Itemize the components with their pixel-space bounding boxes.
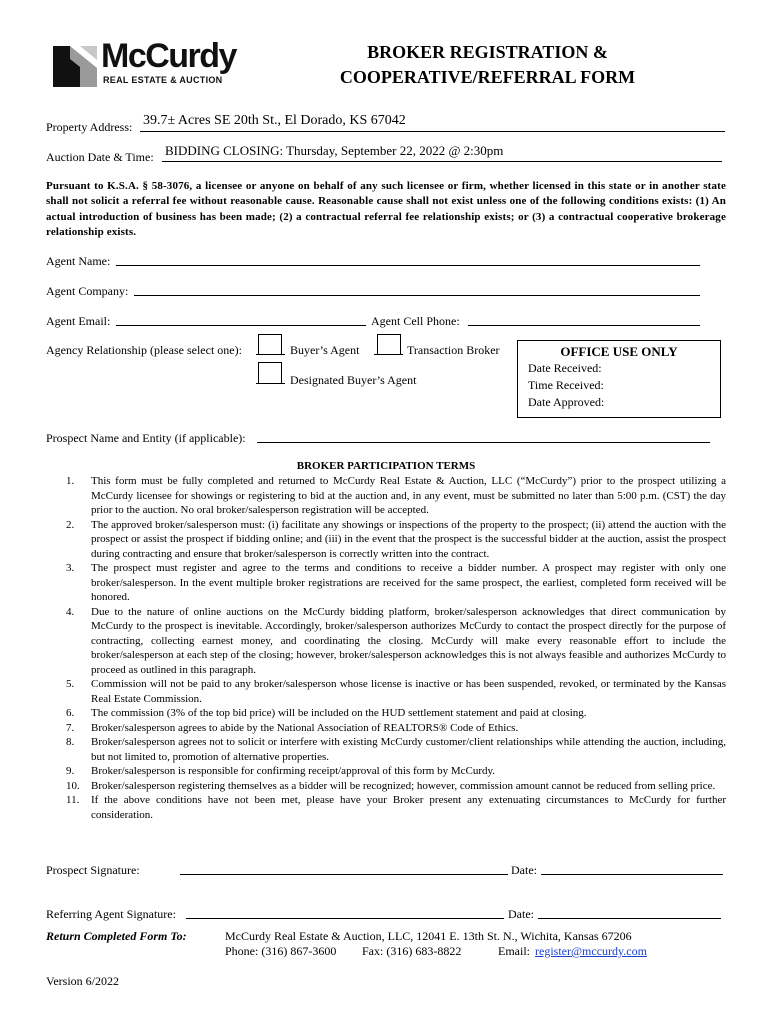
- version-label: Version 6/2022: [46, 974, 119, 988]
- list-item: 7. Broker/salesperson agrees to abide by the National Association of REALTORS® Code of Ethics.: [66, 721, 519, 734]
- agent-company-label: Agent Company:: [46, 284, 129, 298]
- agent-name-field[interactable]: [116, 265, 700, 266]
- list-item: 10. Broker/salesperson registering themselves as a bidder will be recognized; however, commission amount cannot be reduced from selling price.: [66, 779, 716, 792]
- terms-heading: BROKER PARTICIPATION TERMS: [296, 460, 476, 472]
- time-received-label: Time Received:: [528, 378, 604, 392]
- buyers-agent-label: Buyer’s Agent: [290, 343, 360, 357]
- mccurdy-logo: [53, 37, 248, 87]
- prospect-date-label: Date:: [511, 863, 537, 877]
- return-email-link[interactable]: register@mccurdy.com: [535, 944, 647, 958]
- property-address-line: [140, 131, 725, 132]
- prospect-date-field[interactable]: [541, 874, 723, 875]
- agent-email-field[interactable]: [116, 325, 366, 326]
- terms-list: [46, 474, 726, 822]
- office-use-title: OFFICE USE ONLY: [560, 344, 678, 359]
- prospect-signature-field[interactable]: [180, 874, 508, 875]
- form-title-line-2: COOPERATIVE/REFERRAL FORM: [339, 67, 636, 87]
- list-item: 8. Broker/salesperson agrees not to solicit or interfere with existing McCurdy customer/client relationships while attending the auction, including, but not limited to, promotion of alternative properties.: [66, 736, 726, 763]
- designated-buyers-agent-checkbox-line: [256, 383, 285, 384]
- date-received-label: Date Received:: [528, 361, 602, 375]
- buyers-agent-checkbox-line: [256, 354, 285, 355]
- buyers-agent-checkbox[interactable]: [258, 334, 282, 355]
- transaction-broker-checkbox[interactable]: [377, 334, 401, 355]
- agency-relationship-label: Agency Relationship (please select one):: [46, 343, 242, 357]
- date-approved-label: Date Approved:: [528, 395, 605, 409]
- prospect-name-label: Prospect Name and Entity (if applicable):: [46, 431, 246, 445]
- statute-paragraph: Pursuant to K.S.A. § 58-3076, a licensee or anyone on behalf of any such licensee or firm, whether licensed in this state or in another state shall not solicit a referral fee without reasonable cause. Reasonable cause shall not exist unless one of the following conditions exists: (1) An actual introduction of business has been made; (2) a contractual referral fee relationship exists; or (3) a contractual cooperative brokerage relationship exists.: [46, 180, 726, 239]
- referring-agent-signature-label: Referring Agent Signature:: [46, 907, 176, 921]
- list-item: 4. Due to the nature of online auctions on the McCurdy bidding platform, broker/salesperson acknowledges that direct communication by McCurdy to the prospect is inevitable. Accordingly, broker/salesperson authorizes McCurdy to contact the prospect directly for the purpose of contracting, collecting earnest money, and coordinating the closing. McCurdy will make every reasonable effort to include the broker/salesperson at each step of the closing; however, broker/salesperson acknowledges this is not always feasible and authorizes McCurdy to proceed as outlined in this paragraph.: [66, 605, 726, 676]
- auction-date-line: [162, 161, 722, 162]
- office-use-box: [517, 340, 721, 418]
- logo-mark-icon: [53, 43, 97, 87]
- auction-date-value[interactable]: BIDDING CLOSING: Thursday, September 22, 2022 @ 2:30pm: [165, 143, 504, 158]
- form-title-line-1: BROKER REGISTRATION &: [367, 42, 608, 62]
- agent-company-field[interactable]: [134, 295, 700, 296]
- return-fax: Fax: (316) 683-8822: [362, 944, 462, 958]
- referring-agent-date-label: Date:: [508, 907, 534, 921]
- return-label: Return Completed Form To:: [46, 929, 187, 943]
- agent-name-label: Agent Name:: [46, 254, 111, 268]
- property-address-label: Property Address:: [46, 120, 133, 134]
- form-title: [250, 40, 725, 90]
- transaction-broker-label: Transaction Broker: [407, 343, 500, 357]
- prospect-signature-label: Prospect Signature:: [46, 863, 140, 877]
- list-item: 11. If the above conditions have not been met, please have your Broker present any extenuating circumstances to McCurdy for further consideration.: [66, 794, 726, 821]
- agent-cell-label: Agent Cell Phone:: [371, 314, 460, 328]
- list-item: 6. The commission (3% of the top bid price) will be included on the HUD settlement statement and paid at closing.: [66, 707, 587, 719]
- list-item: 5. Commission will not be paid to any broker/salesperson whose license is inactive or has been suspended, revoked, or terminated by the Kansas Real Estate Commission.: [66, 678, 726, 705]
- list-item: 3. The prospect must register and agree to the terms and conditions to receive a bidder number. A prospect may register with only one broker/salesperson. In the event multiple broker registrations are received for the same prospect, the earliest, completed form received will be honored.: [66, 562, 726, 603]
- agent-email-label: Agent Email:: [46, 314, 111, 328]
- transaction-broker-checkbox-line: [374, 354, 403, 355]
- return-email-label: Email:: [498, 944, 530, 958]
- property-address-value[interactable]: 39.7± Acres SE 20th St., El Dorado, KS 67042: [143, 113, 406, 128]
- logo-tagline: REAL ESTATE & AUCTION: [103, 75, 223, 85]
- referring-agent-date-field[interactable]: [538, 918, 721, 919]
- referring-agent-signature-field[interactable]: [186, 918, 504, 919]
- designated-buyers-agent-checkbox[interactable]: [258, 362, 282, 383]
- list-item: 2. The approved broker/salesperson must: (i) facilitate any showings or inspections of the property to the prospect; (ii) attend the auction with the prospect or assist the prospect if bidding online; and (iii) in the event that the prospect is the successful bidder at the auction, assist the prospect during contracting and ensure that broker/salesperson is correctly written into the contract.: [66, 518, 726, 560]
- designated-buyers-agent-label: Designated Buyer’s Agent: [290, 373, 417, 387]
- prospect-name-field[interactable]: [257, 442, 710, 443]
- list-item: 1. This form must be fully completed and returned to McCurdy Real Estate & Auction, LLC (“McCurdy”) prior to the prospect utilizing a McCurdy licensee for showings or registering to bid at the auction and, in any event, must be submitted no later than 5:00 p.m. (CST) the day prior to the auction. No oral broker/salesperson registration will be accepted.: [66, 475, 726, 516]
- list-item: 9. Broker/salesperson is responsible for confirming receipt/approval of this form by McCurdy.: [66, 765, 496, 777]
- return-address: McCurdy Real Estate & Auction, LLC, 12041 E. 13th St. N., Wichita, Kansas 67206: [225, 929, 632, 943]
- auction-date-label: Auction Date & Time:: [46, 150, 154, 164]
- agent-cell-field[interactable]: [468, 325, 700, 326]
- return-phone: Phone: (316) 867-3600: [225, 944, 337, 958]
- logo-name: McCurdy: [101, 37, 236, 75]
